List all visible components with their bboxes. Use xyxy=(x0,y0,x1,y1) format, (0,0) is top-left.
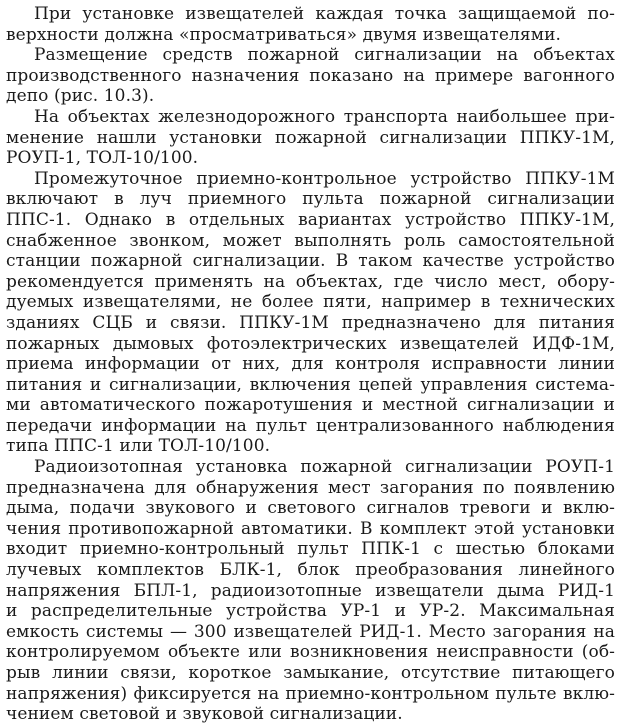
text-line: пожарных дымовых фотоэлектрических извещателей ИДФ-1М, xyxy=(6,333,615,354)
text-line: включают в луч приемного пульта пожарной сигнализации xyxy=(6,189,615,210)
text-line: зданиях СЦБ и связи. ППКУ-1М предназначено для питания xyxy=(6,312,615,333)
paragraph-detector-coverage xyxy=(6,4,615,45)
text-line: передачи информации на пульт централизованного наблюдения xyxy=(6,415,615,436)
text-line: ми автоматического пожаротушения и местной сигнализации и xyxy=(6,395,615,416)
text-line: чения противопожарной автоматики. В комплект этой установки xyxy=(6,518,615,539)
text-line: ППС-1. Однако в отдельных вариантах устройство ППКУ-1М, xyxy=(6,209,615,230)
text-line: производственного назначения показано на примере вагонного xyxy=(6,65,615,86)
text-line: питания и сигнализации, включения цепей управления система- xyxy=(6,374,615,395)
text-line: типа ППС-1 или ТОЛ-10/100. xyxy=(6,436,271,457)
text-line: Размещение средств пожарной сигнализации на объектах xyxy=(34,45,615,66)
paragraph-railway-installations xyxy=(6,107,615,169)
text-line: менение нашли установки пожарной сигнализации ППКУ-1М, xyxy=(6,127,615,148)
text-line: дуемых извещателями, не более пяти, например в технических xyxy=(6,292,615,313)
text-line: лучевых комплектов БЛК-1, блок преобразования линейного xyxy=(6,560,615,581)
text-line: При установке извещателей каждая точка защищаемой по- xyxy=(34,4,615,24)
text-line: рекомендуется применять на объектах, где число мест, обору- xyxy=(6,271,615,292)
text-line: предназначена для обнаружения мест загорания по появлению xyxy=(6,477,615,498)
text-line: рыв линии связи, короткое замыкание, отсутствие питающего xyxy=(6,663,615,683)
text-line: На объектах железнодорожного транспорта наибольшее при- xyxy=(34,106,615,127)
text-line: снабженное звонком, может выполнять роль самостоятельной xyxy=(6,230,615,251)
text-line: напряжения БПЛ-1, радиоизотопные извещатели дыма РИД-1 xyxy=(6,580,615,601)
paragraph-ppku-1m xyxy=(6,169,615,457)
text-line: дыма, подачи звукового и светового сигналов тревоги и вклю- xyxy=(6,498,615,519)
text-line: и распределительные устройства УР-1 и УР-2. Максимальная xyxy=(6,601,615,622)
text-line: Радиоизотопная установка пожарной сигнализации РОУП-1 xyxy=(34,457,615,478)
text-line: приема информации от них, для контроля исправности линии xyxy=(6,354,615,375)
text-line: емкость системы — 300 извещателей РИД-1. Место загорания на xyxy=(6,621,615,642)
text-line: верхности должна «просматриваться» двумя извещателями. xyxy=(6,24,562,45)
text-line: напряжения) фиксируется на приемно-контрольном пульте вклю- xyxy=(6,683,615,704)
text-line: чением световой и звуковой сигнализации. xyxy=(6,704,403,725)
text-line: входит приемно-контрольный пульт ППК-1 с шестью блоками xyxy=(6,539,615,560)
text-line: станции пожарной сигнализации. В таком качестве устройство xyxy=(6,251,615,272)
text-line: Промежуточное приемно-контрольное устройство ППКУ-1М xyxy=(34,168,615,189)
text-line: контролируемом объекте или возникновения неисправности (об- xyxy=(6,642,615,663)
text-line: РОУП-1, ТОЛ-10/100. xyxy=(6,148,199,169)
text-line: депо (рис. 10.3). xyxy=(6,86,155,107)
paragraph-roup-1 xyxy=(6,457,615,725)
paragraph-placement xyxy=(6,45,615,107)
